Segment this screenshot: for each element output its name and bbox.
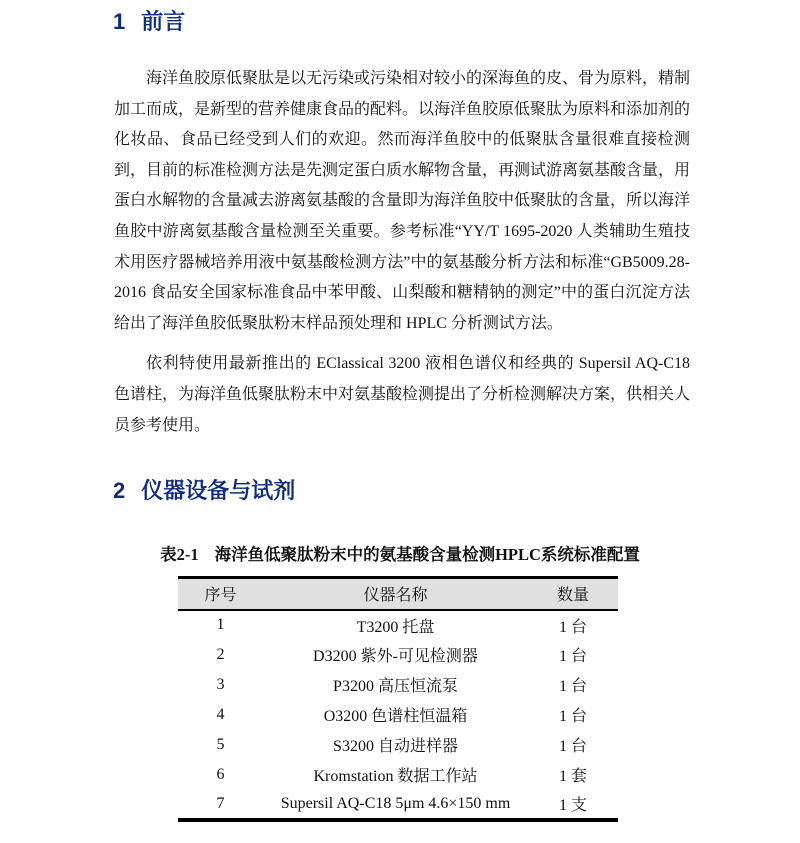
table-row <box>178 610 618 640</box>
cell-quantity: 1 台 <box>558 618 587 636</box>
cell-index: 1 <box>216 616 225 633</box>
instruments-table <box>178 576 618 822</box>
cell-quantity: 1 台 <box>558 738 587 755</box>
cell-quantity: 1 台 <box>558 648 587 665</box>
cell-instrument: Kromstation 数据工作站 <box>313 768 478 785</box>
cell-instrument: S3200 自动进样器 <box>333 738 458 755</box>
intro-body <box>114 64 690 441</box>
section-1-title: 前言 <box>141 9 186 34</box>
section-1-number: 1 <box>113 9 126 34</box>
cell-index: 4 <box>216 705 225 723</box>
section-1-heading <box>113 9 185 35</box>
cell-index: 2 <box>216 645 225 663</box>
cell-index: 6 <box>216 765 225 783</box>
cell-instrument: D3200 紫外-可见检测器 <box>313 648 478 665</box>
table-row <box>178 640 618 670</box>
cell-instrument: O3200 色谱柱恒温箱 <box>323 708 468 725</box>
cell-instrument: Supersil AQ-C18 5μm 4.6×150 mm <box>280 794 511 812</box>
column-header-instrument: 仪器名称 <box>363 587 428 605</box>
cell-instrument: T3200 托盘 <box>356 618 435 636</box>
cell-quantity: 1 支 <box>558 797 587 814</box>
section-2-number: 2 <box>113 478 126 503</box>
column-header-index: 序号 <box>204 587 237 605</box>
table-caption-label: 表2-1 <box>160 545 199 564</box>
cell-quantity: 1 台 <box>558 708 587 725</box>
table-caption <box>150 541 650 565</box>
table-row <box>178 730 618 760</box>
table-row <box>178 790 618 820</box>
cell-index: 5 <box>216 735 225 753</box>
column-header-quantity: 数量 <box>556 587 589 605</box>
section-2-title: 仪器设备与试剂 <box>141 478 296 503</box>
cell-quantity: 1 套 <box>558 768 587 785</box>
intro-paragraph-1: 海洋鱼胶原低聚肽是以无污染或污染相对较小的深海鱼的皮、骨为原料，精制加工而成，是新型的营养健康食品的配料。以海洋鱼胶原低聚肽为原料和添加剂的化妆品、食品已经受到人们的欢迎。然而海洋鱼胶中的低聚肽含量很难直接检测到，目前的标准检测方法是先测定蛋白质水解物含量，再测试游离氨基酸含量，用蛋白水解物的含量减去游离氨基酸的含量即为海洋鱼胶中低聚肽的含量，所以海洋鱼胶中游离氨基酸含量检测至关重要。参考标准“YY/T 1695-2020 人类辅助生殖技术用医疗器械培养用液中氨基酸检测方法”中的氨基酸分析方法和标准“GB5009.28-2016 食品安全国家标准食品中苯甲酸、山梨酸和糖精钠的测定”中的蛋白沉淀方法给出了海洋鱼胶低聚肽粉末样品预处理和 HPLC 分析测试方法。 <box>114 70 691 332</box>
table-row <box>178 670 618 700</box>
table-row <box>178 700 618 730</box>
cell-quantity: 1 台 <box>558 678 587 695</box>
cell-index: 7 <box>216 794 225 812</box>
table-caption-title: 海洋鱼低聚肽粉末中的氨基酸含量检测HPLC系统标准配置 <box>214 545 640 564</box>
cell-instrument: P3200 高压恒流泵 <box>333 678 458 695</box>
table-header-row <box>178 578 618 610</box>
cell-index: 3 <box>216 675 225 693</box>
section-2-heading <box>113 478 295 504</box>
table-row <box>178 760 618 790</box>
intro-paragraph-2: 依利特使用最新推出的 EClassical 3200 液相色谱仪和经典的 Supersil AQ-C18 色谱柱，为海洋鱼低聚肽粉末中对氨基酸检测提出了分析检测解决方案，供相关人员参考使用。 <box>114 355 691 434</box>
